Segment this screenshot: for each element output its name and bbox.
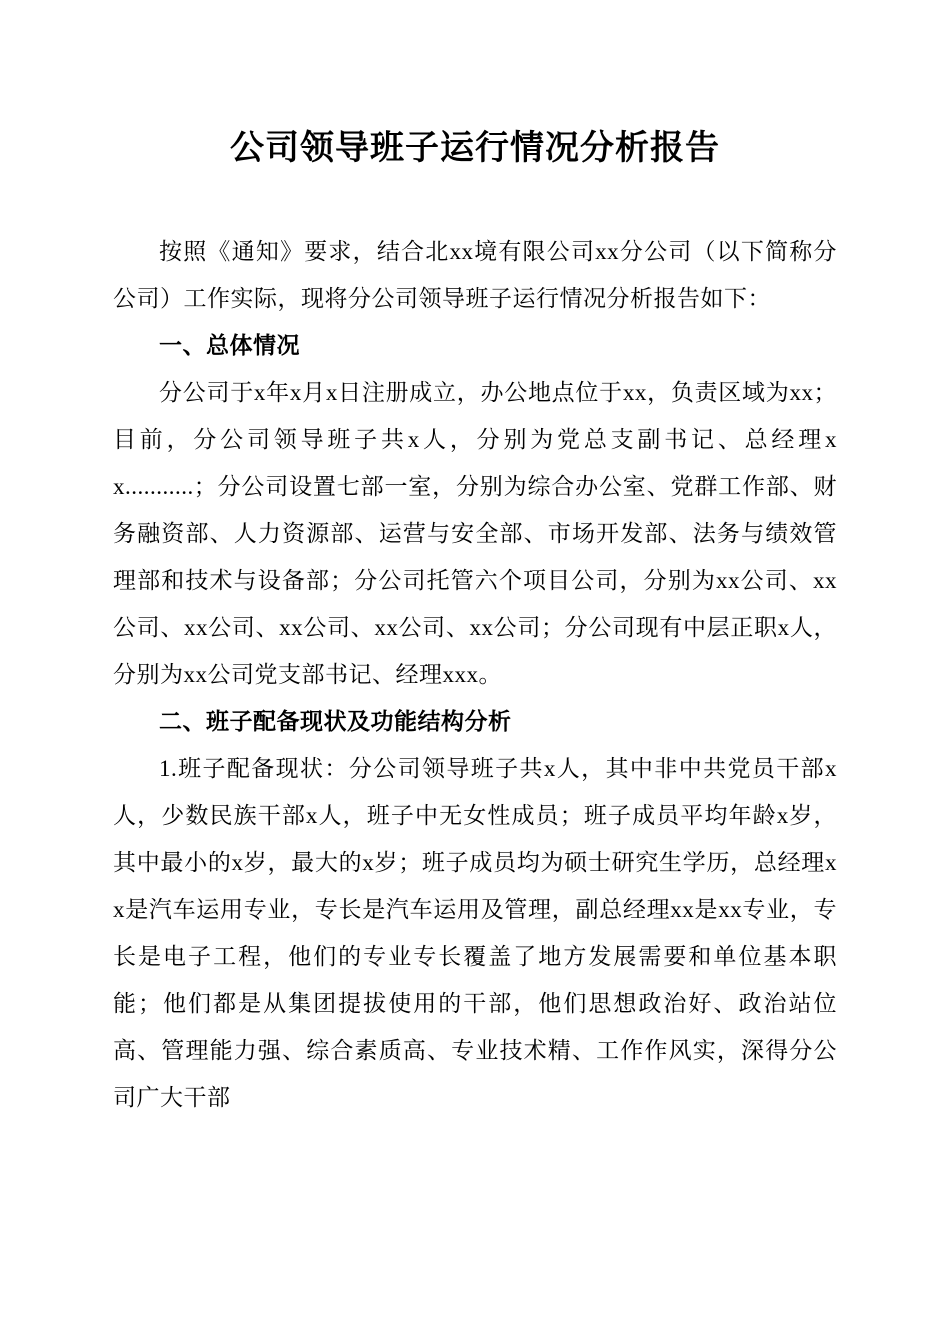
paragraph-team-structure-analysis: 1.班子配备现状：分公司领导班子共x人，其中非中共党员干部x人，少数民族干部x人，班子中无女性成员；班子成员平均年龄x岁，其中最小的x岁，最大的x岁；班子成员均为硕士研究生学历，总经理xx是汽车运用专业，专长是汽车运用及管理，副总经理xx是xx专业，专长是电子工程，他们的专业专长覆盖了地方发展需要和单位基本职能；他们都是从集团提拔使用的干部，他们思想政治好、政治站位高、管理能力强、综合素质高、专业技术精、工作作风实，深得分公司广大干部 — [113, 756, 837, 1110]
document-page — [113, 0, 837, 1121]
paragraph-intro: 按照《通知》要求，结合北xx境有限公司xx分公司（以下简称分公司）工作实际，现将分公司领导班子运行情况分析报告如下： — [113, 239, 837, 311]
section-heading-team-structure-analysis: 二、班子配备现状及功能结构分析 — [159, 708, 512, 734]
document-title: 公司领导班子运行情况分析报告 — [230, 130, 720, 167]
section-heading-overall-situation: 一、总体情况 — [159, 332, 300, 358]
paragraph-overall-situation: 分公司于x年x月x日注册成立，办公地点位于xx，负责区域为xx；目前，分公司领导班子共x人，分别为党总支副书记、总经理xx...........；分公司设置七部一室，分别为综合办公室、党群工作部、财务融资部、人力资源部、运营与安全部、市场开发部、法务与绩效管理部和技术与设备部；分公司托管六个项目公司，分别为xx公司、xx公司、xx公司、xx公司、xx公司、xx公司；分公司现有中层正职x人，分别为xx公司党支部书记、经理xxx。 — [113, 380, 837, 687]
